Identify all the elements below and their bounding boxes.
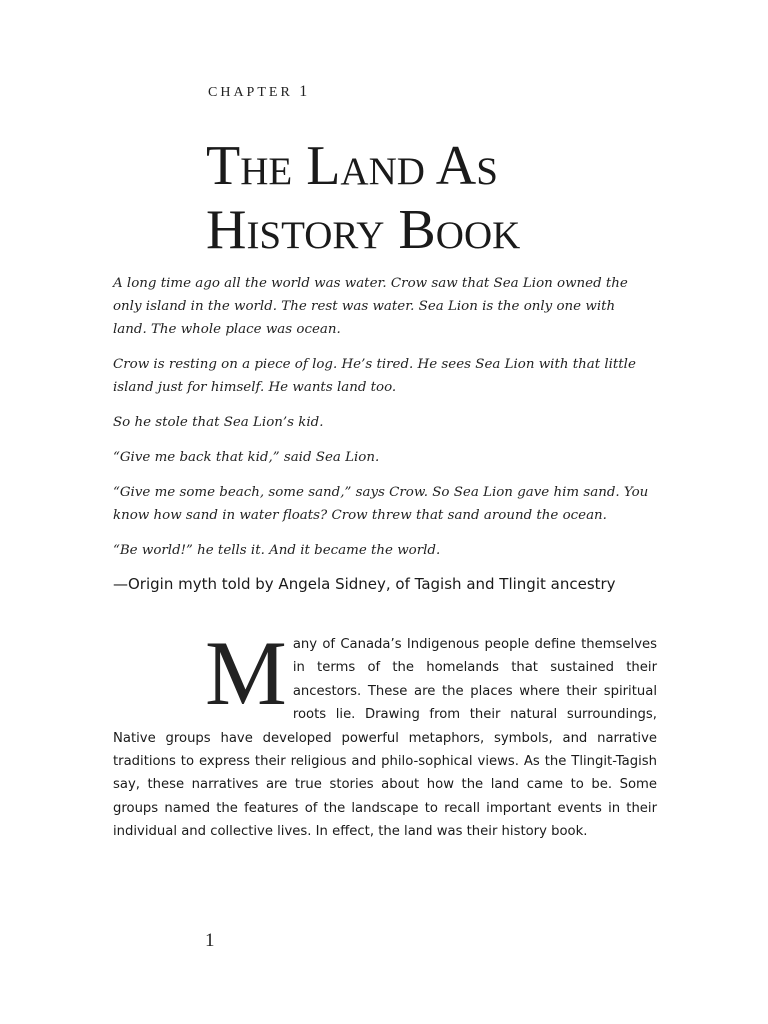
drop-cap: M [205, 622, 287, 724]
chapter-word: CHAPTER [208, 85, 293, 100]
epigraph-paragraph: “Give me some beach, some sand,” says Crow. So Sea Lion gave him sand. You know how sand in water floats? Crow threw that sand around the ocean. [113, 485, 649, 523]
epigraph-paragraph: Crow is resting on a piece of log. He’s tired. He sees Sea Lion with that little island just for himself. He wants land too. [113, 357, 636, 395]
epigraph-paragraph: “Give me back that kid,” said Sea Lion. [113, 450, 380, 465]
epigraph-attribution: —Origin myth told by Angela Sidney, of Tagish and Tlingit ancestry [113, 575, 616, 593]
chapter-title-line-1: The Land As [206, 135, 498, 197]
chapter-number: 1 [299, 83, 308, 100]
epigraph-paragraph: So he stole that Sea Lion’s kid. [113, 415, 324, 430]
epigraph [113, 272, 653, 574]
chapter-label [208, 83, 307, 101]
chapter-title-line-2: History Book [206, 199, 521, 261]
body-paragraph [113, 622, 657, 844]
epigraph-paragraph: A long time ago all the world was water. Crow saw that Sea Lion owned the only island in the world. The rest was water. Sea Lion is the only one with land. The whole place was ocean. [113, 276, 628, 337]
chapter-title [206, 134, 726, 262]
body-paragraph-text: any of Canada’s Indigenous people define themselves in terms of the homelands that sustained their ancestors. These are the places where their spiritual roots lie. Drawing from their natural surroundings, Native groups have developed powerful metaphors, symbols, and narrative traditions to express their religious and philo-sophical views. As the Tlingit-Tagish say, these narratives are true stories about how the land came to be. Some groups named the features of the landscape to recall important events in their individual and collective lives. In effect, the land was their history book. [113, 637, 657, 840]
page-number: 1 [205, 930, 215, 951]
epigraph-paragraph: “Be world!” he tells it. And it became the world. [113, 543, 441, 558]
